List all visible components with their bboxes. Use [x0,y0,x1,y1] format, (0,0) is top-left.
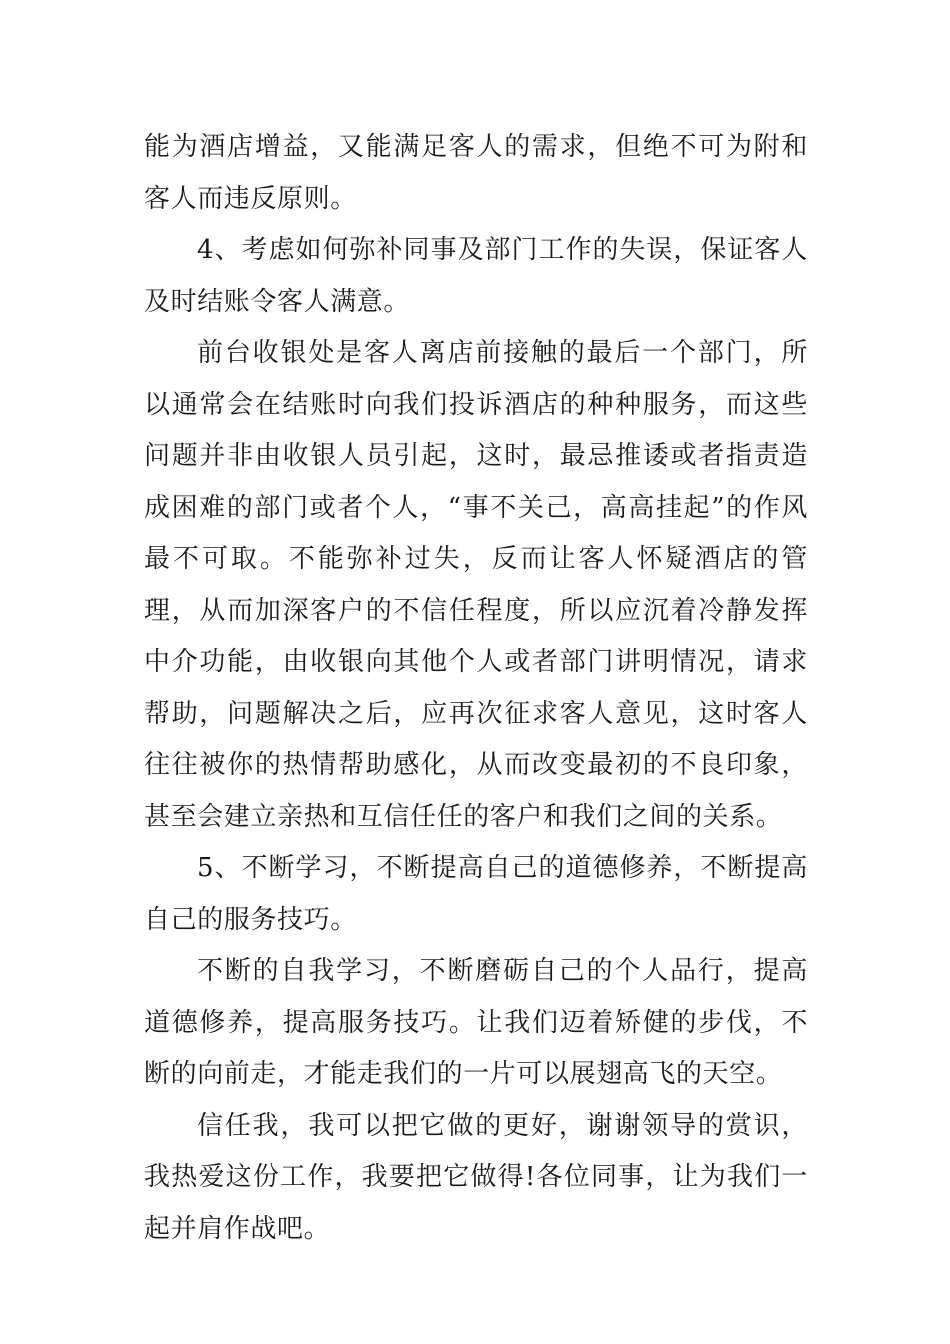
paragraph-cashier-explanation: 前台收银处是客人离店前接触的最后一个部门，所以通常会在结账时向我们投诉酒店的种种服务，而这些问题并非由收银人员引起，这时，最忌推诿或者指责造成困难的部门或者个人，“事不关己，高高挂起”的作风最不可取。不能弥补过失，反而让客人怀疑酒店的管理，从而加深客户的不信任程度，所以应沉着冷静发挥中介功能，由收银向其他个人或者部门讲明情况，请求帮助，问题解决之后，应再次征求客人意见，这时客人往往被你的热情帮助感化，从而改变最初的不良印象，甚至会建立亲热和互信任任的客户和我们之间的关系。 [144,338,808,832]
paragraph-point-5: 5、不断学习，不断提高自己的道德修养，不断提高自己的服务技巧。 [144,853,808,935]
paragraph-continuation: 能为酒店增益，又能满足客人的需求，但绝不可为附和客人而违反原则。 [144,132,808,214]
paragraph-closing: 信任我，我可以把它做的更好，谢谢领导的赏识，我热爱这份工作，我要把它做得!各位同事，让为我们一起并肩作战吧。 [144,1110,808,1244]
paragraph-self-learning: 不断的自我学习，不断磨砺自己的个人品行，提高道德修养，提高服务技巧。让我们迈着矫健的步伐，不断的向前走，才能走我们的一片可以展翅高飞的天空。 [144,956,808,1089]
body-text [144,122,808,1255]
paragraph-point-4: 4、考虑如何弥补同事及部门工作的失误，保证客人及时结账令客人满意。 [144,235,808,317]
